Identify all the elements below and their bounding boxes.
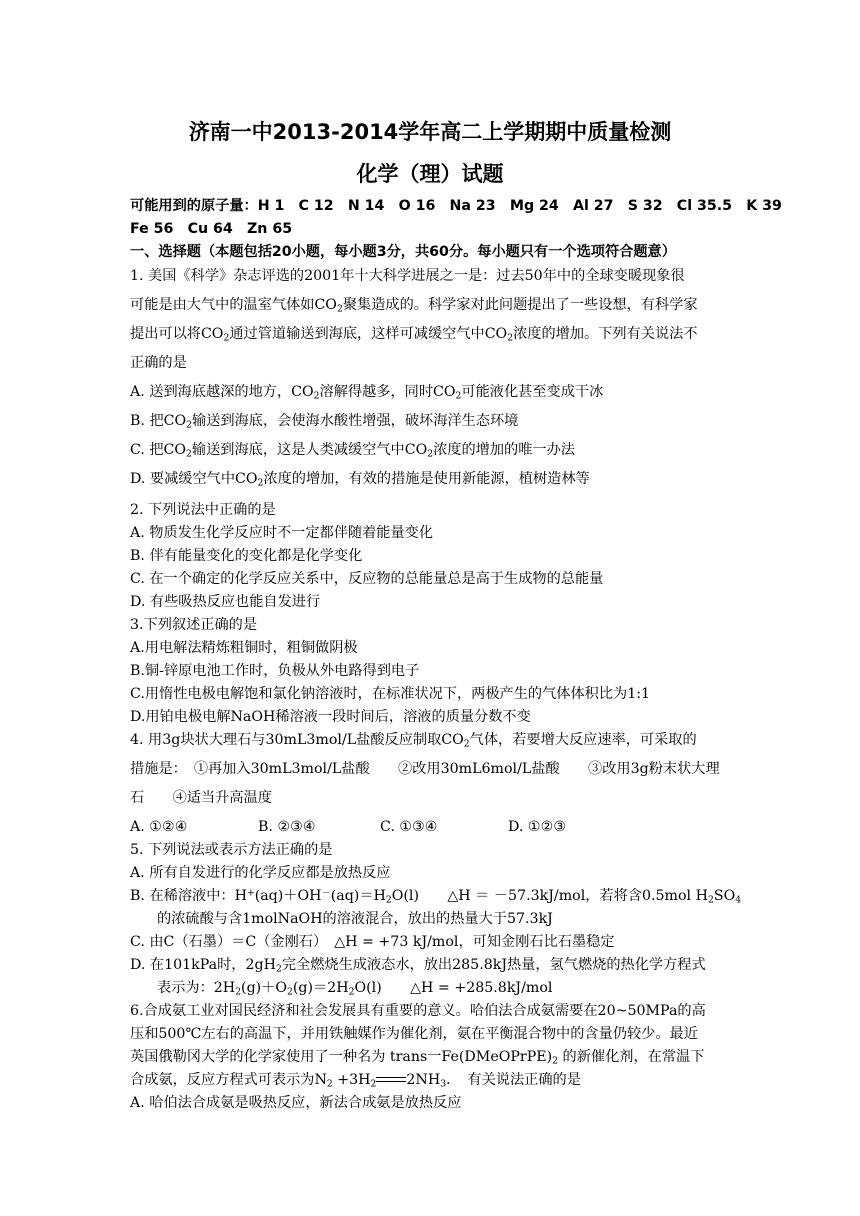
q1-option-b: B. 把$CO_2$输送到海底，会使海水酸性增强，破坏海洋生态环境 — [130, 413, 519, 431]
q4-option-c: C. ①③④ — [380, 819, 438, 835]
q1-stem-line-4: 正确的是 — [130, 355, 187, 371]
q2-option-d: D. 有些吸热反应也能自发进行 — [130, 594, 321, 610]
q6-stem-line-4: 合成氨，反应方程式可表示为$N_2 +3H_2$ $2NH_3$． 有关说法正确的是 — [130, 1072, 581, 1090]
q3-option-b: B.铜-锌原电池工作时，负极从外电路得到电子 — [130, 663, 420, 679]
q6-stem-line-2: 压和500℃左右的高温下，并用铁触媒作为催化剂，氨在平衡混合物中的含量仍较少。最近 — [130, 1026, 698, 1042]
q5-stem: 5. 下列说法或表示方法正确的是 — [130, 842, 333, 858]
q5-option-a: A. 所有自发进行的化学反应都是放热反应 — [130, 865, 391, 881]
q4-option-b: B. ②③④ — [258, 819, 316, 835]
q1-option-c: C. 把$CO_2$输送到海底，这是人类减缓空气中$CO_2$浓度的增加的唯一办法 — [130, 442, 575, 460]
exam-subtitle: 化学（理）试题 — [356, 162, 504, 186]
exam-title: 济南一中2013-2014学年高二上学期期中质量检测 — [188, 120, 672, 144]
q3-option-a: A.用电解法精炼粗铜时，粗铜做阴极 — [130, 640, 358, 656]
q5-option-d-line-1: D. 在101kPa时，$2gH_2$完全燃烧生成液态水，放出285.8kJ热量，氢气燃烧的热化学方程式 — [130, 957, 706, 975]
q5-option-b-line-2: 的浓硫酸与含1molNaOH的溶液混合，放出的热量大于57.3kJ — [157, 911, 553, 927]
q6-option-a: A. 哈伯法合成氨是吸热反应，新法合成氨是放热反应 — [130, 1095, 462, 1111]
q2-option-a: A. 物质发生化学反应时不一定都伴随着能量变化 — [130, 525, 434, 541]
q2-option-b: B. 伴有能量变化的变化都是化学变化 — [130, 548, 363, 564]
q3-stem: 3.下列叙述正确的是 — [130, 617, 258, 633]
q4-option-d: D. ①②③ — [508, 819, 567, 835]
q1-stem-line-1: 1. 美国《科学》杂志评选的2001年十大科学进展之一是：过去50年中的全球变暖现象很 — [130, 268, 685, 284]
q4-stem-line-3: 石 ④适当升高温度 — [130, 790, 272, 806]
q5-option-b-line-1: B. 在稀溶液中：$H^+(aq)+OH^-(aq)=H_2O(l)$ △H ＝ －57.3kJ/mol，若将含0.5mol $H_2SO_4$ — [130, 887, 742, 906]
q4-stem-line-1: 4. 用3g块状大理石与30mL3mol/L盐酸反应制取$CO_2$气体，若要增大反应速率，可采取的 — [130, 732, 697, 750]
q3-option-d: D.用铂电极电解NaOH稀溶液一段时间后，溶液的质量分数不变 — [130, 709, 531, 725]
q1-stem-line-2: 可能是由大气中的温室气体如$CO_2$聚集造成的。科学家对此问题提出了一些设想，有科学家 — [130, 297, 698, 315]
q3-option-c: C.用惰性电极电解饱和氯化钠溶液时，在标准状况下，两极产生的气体体积比为1:1 — [130, 686, 651, 702]
q4-option-a: A. ①②④ — [130, 819, 188, 835]
section-heading: 一、选择题（本题包括20小题，每小题3分，共60分。每小题只有一个选项符合题意） — [130, 244, 676, 260]
atomic-mass-line-1: 可能用到的原子量：H 1 C 12 N 14 O 16 Na 23 Mg 24 Al 27 S 32 Cl 35.5 K 39 — [130, 198, 782, 214]
q6-stem-line-3: 英国俄勒冈大学的化学家使用了一种名为 trans一$Fe(DMeOPrPE)_2$ 的新催化剂，在常温下 — [130, 1049, 705, 1067]
q4-stem-line-2: 措施是： ①再加入30mL3mol/L盐酸 ②改用30mL6mol/L盐酸 ③改用3g粉末状大理 — [130, 761, 720, 777]
q2-stem: 2. 下列说法中正确的是 — [130, 502, 276, 518]
q6-stem-line-1: 6.合成氨工业对国民经济和社会发展具有重要的意义。哈伯法合成氨需要在20~50MPa的高 — [130, 1003, 706, 1019]
atomic-mass-line-2: Fe 56 Cu 64 Zn 65 — [130, 221, 293, 237]
q5-option-c: C. 由C（石墨）＝C（金刚石） △H = +73 kJ/mol，可知金刚石比石墨稳定 — [130, 934, 615, 950]
q2-option-c: C. 在一个确定的化学反应关系中，反应物的总能量总是高于生成物的总能量 — [130, 571, 604, 587]
q1-stem-line-3: 提出可以将$CO_2$通过管道输送到海底，这样可减缓空气中$CO_2$浓度的增加。下列有关说法不 — [130, 326, 698, 344]
q4-options — [130, 817, 566, 837]
q5-option-d-line-2: 表示为：$2H_2(g)+O_2(g)=2H_2O(l)$ △H = +285.8kJ/mol — [157, 980, 553, 998]
equilibrium-arrow-icon — [376, 1075, 406, 1085]
q1-option-a: A. 送到海底越深的地方，$CO_2$溶解得越多，同时$CO_2$可能液化甚至变成干冰 — [130, 384, 604, 402]
q1-option-d: D. 要减缓空气中$CO_2$浓度的增加，有效的措施是使用新能源，植树造林等 — [130, 471, 590, 489]
